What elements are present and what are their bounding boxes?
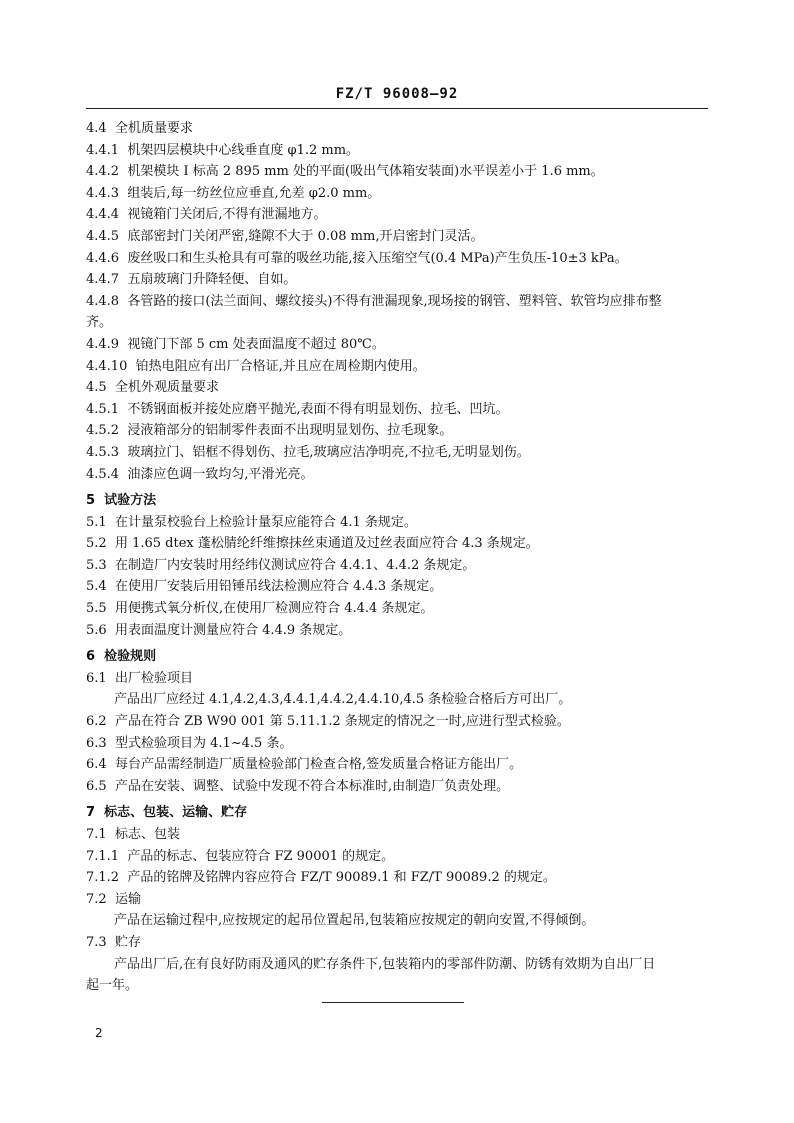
clause-text: 产品在符合 ZB W90 001 第 5.11.1.2 条规定的情况之一时,应进行型式检验。 bbox=[114, 714, 570, 730]
clause-number: 4.4.1 bbox=[86, 142, 120, 158]
clause-number: 4.5 bbox=[86, 380, 107, 396]
clause-number: 6.5 bbox=[86, 778, 107, 794]
clause-text: 标志、包装 bbox=[114, 827, 180, 842]
clause-number: 5.1 bbox=[86, 514, 107, 530]
clause-number: 4.5.1 bbox=[86, 401, 120, 417]
section-6 bbox=[86, 668, 712, 690]
clause-4-5-4 bbox=[86, 464, 712, 486]
clause-text: 视镜门下部 5 cm 处表面温度不超过 80℃。 bbox=[127, 336, 385, 352]
clause-4-5-2 bbox=[86, 420, 712, 442]
clause-text: 产品的铭牌及铭牌内容应符合 FZ/T 90089.1 和 FZ/T 90089.2 的规定。 bbox=[127, 870, 556, 886]
clause-text: 机架四层模块中心线垂直度 φ1.2 mm。 bbox=[127, 142, 360, 158]
clause-number: 5.4 bbox=[86, 579, 107, 595]
clause-7-3-paragraph-end: 起一年。 bbox=[86, 978, 139, 994]
clause-text: 不锈钢面板并接处应磨平抛光,表面不得有明显划伤、拉毛、凹坑。 bbox=[127, 401, 509, 417]
clause-4-4 bbox=[86, 118, 712, 140]
clause-number: 7.2 bbox=[86, 891, 107, 907]
clause-4-5-3 bbox=[86, 442, 712, 464]
section-7-heading: 7 标志、包装、运输、贮存 bbox=[86, 805, 248, 821]
end-divider bbox=[322, 1002, 464, 1003]
clause-7-1 bbox=[86, 824, 712, 846]
clause-7-3: 7.3 贮存 bbox=[86, 934, 141, 950]
section-6-cont bbox=[86, 711, 712, 797]
clause-7-3-paragraph: 产品出厂后,在有良好防雨及通风的贮存条件下,包装箱内的零部件防潮、防锈有效期为自出厂日 bbox=[114, 956, 656, 972]
clause-text: 各管路的接口(法兰面间、螺纹接头)不得有泄漏现象,现场接的钢管、塑料管、软管均应排布整 bbox=[127, 293, 662, 309]
section-7 bbox=[86, 824, 712, 910]
clause-number: 6.3 bbox=[86, 735, 107, 751]
clause-5-6 bbox=[86, 620, 712, 642]
clause-4-4-5 bbox=[86, 226, 712, 248]
clause-4-4-7 bbox=[86, 269, 712, 291]
clause-text: 油漆应色调一致均匀,平滑光亮。 bbox=[127, 466, 314, 482]
clause-text: 用表面温度计测量应符合 4.4.9 条规定。 bbox=[114, 622, 352, 638]
clause-text: 浸液箱部分的铝制零件表面不出现明显划伤、拉毛现象。 bbox=[127, 423, 453, 439]
clause-6-3 bbox=[86, 733, 712, 755]
clause-text: 每台产品需经制造厂质量检验部门检查合格,签发质量合格证方能出厂。 bbox=[114, 757, 523, 773]
clause-number: 4.4.2 bbox=[86, 164, 120, 180]
section-4-4 bbox=[86, 118, 712, 312]
clause-5-3 bbox=[86, 555, 712, 577]
section-5-heading: 5 试验方法 bbox=[86, 493, 157, 509]
clause-number: 4.4 bbox=[86, 121, 107, 136]
clause-6-2 bbox=[86, 711, 712, 733]
clause-number: 5.6 bbox=[86, 622, 107, 638]
header-divider bbox=[86, 108, 708, 109]
clause-text: 用 1.65 dtex 蓬松腈纶纤维擦抹丝束通道及过丝表面应符合 4.3 条规定。 bbox=[114, 536, 539, 552]
clause-text: 组装后,每一纺丝位应垂直,允差 φ2.0 mm。 bbox=[127, 185, 381, 201]
clause-6-1-paragraph: 产品出厂应经过 4.1,4.2,4.3,4.4.1,4.4.2,4.4.10,4.5 条检验合格后方可出厂。 bbox=[114, 692, 572, 708]
clause-text: 在制造厂内安装时用经纬仪测试应符合 4.4.1、4.4.2 条规定。 bbox=[114, 557, 476, 573]
clause-number: 6.1 bbox=[86, 670, 107, 686]
clause-4-5-1 bbox=[86, 399, 712, 421]
clause-number: 4.4.3 bbox=[86, 185, 120, 201]
clause-number: 7.1 bbox=[86, 827, 107, 842]
clause-text: 产品的标志、包装应符合 FZ 90001 的规定。 bbox=[127, 848, 395, 864]
clause-number: 5.5 bbox=[86, 601, 107, 617]
clause-text: 在使用厂安装后用铅锤吊线法检测应符合 4.4.3 条规定。 bbox=[114, 579, 443, 595]
page-number: 2 bbox=[95, 1026, 103, 1040]
clause-text: 五扇玻璃门升降轻便、自如。 bbox=[127, 272, 297, 288]
clause-text: 视镜箱门关闭后,不得有泄漏地方。 bbox=[127, 207, 327, 223]
clause-number: 7.1.1 bbox=[86, 848, 120, 864]
clause-text: 全机外观质量要求 bbox=[114, 380, 219, 396]
section-4-4-cont bbox=[86, 334, 712, 485]
clause-number: 4.5.3 bbox=[86, 444, 120, 460]
clause-6-1 bbox=[86, 668, 712, 690]
clause-number: 5.2 bbox=[86, 536, 107, 552]
clause-text: 废丝吸口和生头枪具有可靠的吸丝功能,接入压缩空气(0.4 MPa)产生负压-10±3 kPa。 bbox=[127, 250, 628, 266]
clause-number: 4.4.9 bbox=[86, 336, 120, 352]
clause-number: 5.3 bbox=[86, 557, 107, 573]
clause-text: 机架模块 I 标高 2 895 mm 处的平面(吸出气体箱安装面)水平误差小于 1.6 mm。 bbox=[127, 164, 604, 180]
clause-7-2-paragraph: 产品在运输过程中,应按规定的起吊位置起吊,包装箱应按规定的朝向安置,不得倾倒。 bbox=[114, 913, 595, 929]
clause-6-5 bbox=[86, 776, 712, 798]
clause-number: 4.4.7 bbox=[86, 272, 120, 288]
clause-text: 底部密封门关闭严密,缝隙不大于 0.08 mm,开启密封门灵活。 bbox=[127, 228, 484, 244]
document-body bbox=[86, 118, 712, 997]
standard-code-header: FZ/T 96008—92 bbox=[335, 86, 459, 102]
clause-5-1 bbox=[86, 512, 712, 534]
clause-number: 4.4.6 bbox=[86, 250, 120, 266]
clause-number: 6.2 bbox=[86, 714, 107, 730]
clause-number: 7.1.2 bbox=[86, 870, 120, 886]
clause-4-4-8-continuation: 齐。 bbox=[86, 315, 113, 331]
clause-4-5 bbox=[86, 377, 712, 399]
clause-number: 4.4.5 bbox=[86, 228, 120, 244]
clause-number: 4.4.10 bbox=[86, 358, 128, 374]
clause-number: 6.4 bbox=[86, 757, 107, 773]
clause-text: 用便携式氧分析仪,在使用厂检测应符合 4.4.4 条规定。 bbox=[114, 601, 434, 617]
clause-text: 全机质量要求 bbox=[114, 121, 193, 136]
clause-text: 出厂检验项目 bbox=[114, 670, 193, 686]
clause-4-4-2 bbox=[86, 161, 712, 183]
clause-4-4-1 bbox=[86, 140, 712, 162]
clause-text: 玻璃拉门、铝框不得划伤、拉毛,玻璃应洁净明亮,不拉毛,无明显划伤。 bbox=[127, 444, 530, 460]
clause-5-2 bbox=[86, 533, 712, 555]
clause-5-4 bbox=[86, 576, 712, 598]
clause-text: 运输 bbox=[114, 891, 141, 907]
clause-5-5 bbox=[86, 598, 712, 620]
clause-4-4-6 bbox=[86, 248, 712, 270]
clause-text: 在计量泵校验台上检验计量泵应能符合 4.1 条规定。 bbox=[114, 514, 417, 530]
clause-text: 铂热电阻应有出厂合格证,并且应在周检期内使用。 bbox=[135, 358, 426, 374]
clause-7-1-1 bbox=[86, 846, 712, 868]
clause-number: 4.5.4 bbox=[86, 466, 120, 482]
clause-4-4-4 bbox=[86, 204, 712, 226]
clause-7-2 bbox=[86, 889, 712, 911]
clause-7-1-2 bbox=[86, 867, 712, 889]
clause-number: 4.5.2 bbox=[86, 423, 120, 439]
clause-4-4-9 bbox=[86, 334, 712, 356]
clause-6-4 bbox=[86, 754, 712, 776]
section-5 bbox=[86, 512, 712, 642]
clause-number: 4.4.8 bbox=[86, 293, 120, 309]
clause-number: 4.4.4 bbox=[86, 207, 120, 223]
clause-4-4-8 bbox=[86, 291, 712, 313]
clause-text: 产品在安装、调整、试验中发现不符合本标准时,由制造厂负责处理。 bbox=[114, 778, 510, 794]
clause-text: 型式检验项目为 4.1~4.5 条。 bbox=[114, 735, 293, 751]
clause-4-4-10 bbox=[86, 356, 712, 378]
section-6-heading: 6 检验规则 bbox=[86, 649, 157, 665]
clause-4-4-3 bbox=[86, 183, 712, 205]
